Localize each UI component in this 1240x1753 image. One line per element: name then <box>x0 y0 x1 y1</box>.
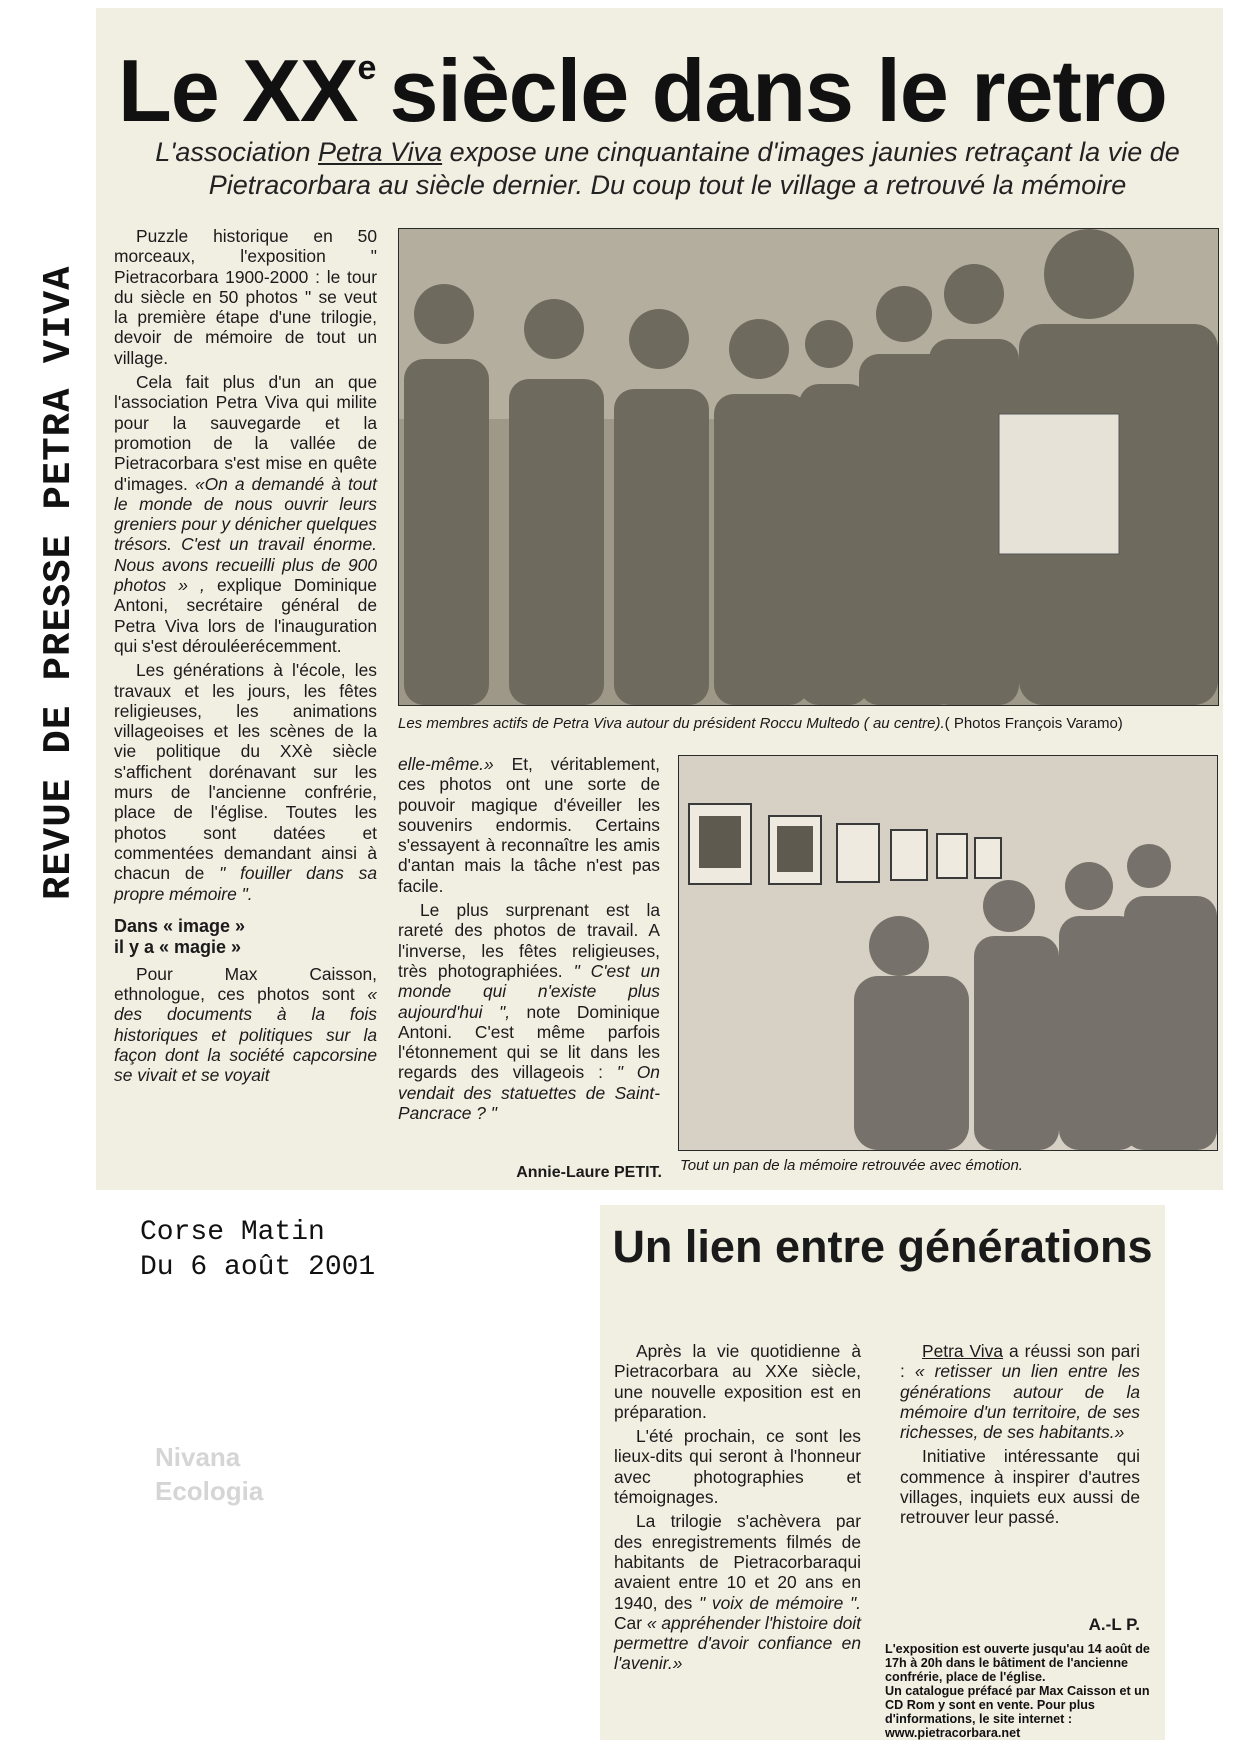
info-paragraph: Un catalogue préfacé par Max Caisson et un CD Rom y sont en vente. Pour plus d'informations, le site internet : www.pietracorbara.net <box>885 1684 1150 1740</box>
quote: " On vendait des statuettes de Saint-Pancrace ? " <box>398 1062 660 1124</box>
quote: elle-même.» <box>398 754 494 774</box>
quote: «On a demandé à tout le monde de nous ouvrir leurs greniers pour y dénicher quelques trésors. C'est un travail énorme. Nous avons recueilli plus de 900 photos » , <box>114 473 377 596</box>
quote: « retisser un lien entre les générations autour de la mémoire d'un territoire, de ses richesses, de ses habitants.» <box>900 1361 1140 1443</box>
paragraph <box>614 1511 861 1673</box>
subheading-line: il y a « magie » <box>114 936 242 957</box>
paragraph-text: a réussi son pari : <box>900 1341 1140 1382</box>
quote: « des documents à la fois historiques et politiques sur la façon dont la société capcorsine se vivait et se voyait <box>114 984 377 1086</box>
exhibition-photo-caption: Tout un pan de la mémoire retrouvée avec émotion. <box>680 1157 1023 1174</box>
article-standfirst <box>110 136 1225 202</box>
quote: " fouiller dans sa propre mémoire ". <box>114 863 377 904</box>
paragraph: Initiative intéressante qui commence à inspirer d'autres villages, inquiets eux aussi de retrouver leur passé. <box>900 1446 1140 1528</box>
publication-date: Du 6 août 2001 <box>140 1252 376 1283</box>
paragraph-text: note Dominique Antoni. C'est même parfois l'étonnement qui se lit dans les regards des villageois : <box>398 1001 660 1083</box>
paragraph-text: Et, véritablement, ces photos ont une sorte de pouvoir magique d'éveiller les souvenirs endormis. Certains s'essayent à reconnaître les amis d'antan mais la tâche n'est pas facile. <box>398 754 660 896</box>
article-byline: Annie-Laure PETIT. <box>516 1164 662 1181</box>
org-name: Petra Viva <box>922 1341 1004 1361</box>
paragraph <box>398 900 660 1123</box>
caption-text: Les membres actifs de Petra Viva autour du président Roccu Multedo ( au centre). <box>398 715 945 732</box>
paragraph <box>114 372 377 656</box>
paragraph <box>398 754 660 896</box>
exhibition-photo-illustration <box>679 756 1217 1150</box>
faint-stamp-text: Nivana Ecologia <box>155 1442 264 1506</box>
paragraph <box>114 964 377 1086</box>
paragraph <box>114 660 377 904</box>
standfirst-text: expose une cinquantaine d'images jaunies retraçant la vie de Pietracorbara au siècle dernier. Du coup tout le village a retrouvé la mémoire <box>208 137 1180 200</box>
sidebar-headline: Un lien entre générations <box>612 1221 1153 1272</box>
exhibition-info-box <box>885 1642 1155 1740</box>
quote: " C'est un monde qui n'existe plus aujourd'hui ", <box>398 960 660 1022</box>
paragraph <box>900 1341 1140 1442</box>
quote: « appréhender l'histoire doit permettre d'avoir confiance en l'avenir.» <box>614 1612 861 1674</box>
side-stamp-label: REVUE DE PRESSE PETRA VIVA <box>37 265 81 900</box>
subheading-line: Dans « image » <box>114 915 246 936</box>
sidebar-column-2 <box>900 1341 1140 1532</box>
paragraph: Puzzle historique en 50 morceaux, l'exposition " Pietracorbara 1900-2000 : le tour du siècle en 50 photos " se veut la première étape d'une trilogie, devoir de mémoire de tout un village. <box>114 226 377 368</box>
standfirst-org-name: Petra Viva <box>318 137 443 167</box>
photo-credit: ( Photos François Varamo) <box>944 715 1123 732</box>
paragraph-text: Le plus surprenant est la rareté des photos de travail. A l'inverse, les fêtes religieuses, très photographiées. <box>398 900 660 981</box>
paragraph-text: La trilogie s'achèvera par des enregistrements filmés de habitants de Pietracorbaraqui avaient entre 10 et 20 ans en 1940, des <box>614 1511 861 1613</box>
paragraph-text: Pour Max Caisson, ethnologue, ces photos sont <box>114 963 377 1005</box>
headline-superscript: e <box>357 49 376 87</box>
sidebar-column-1 <box>614 1341 861 1678</box>
article-column-1 <box>114 226 377 1090</box>
article-column-2 <box>398 754 660 1127</box>
sidebar-signoff: A.-L P. <box>1088 1615 1140 1634</box>
headline-end: siècle dans le retro <box>389 41 1167 140</box>
publication-source <box>140 1215 375 1285</box>
standfirst-text: L'association <box>155 137 311 167</box>
group-photo-illustration <box>399 229 1218 705</box>
headline-start: Le XX <box>118 41 358 140</box>
group-photo <box>398 228 1219 706</box>
paragraph-text: Cela fait plus d'un an que l'association Petra Viva qui milite pour la sauvegarde et la promotion de la vallée de Pietracorbara s'est mise en quête d'images. <box>114 372 377 494</box>
paragraph: Après la vie quotidienne à Pietracorbara au XXe siècle, une nouvelle exposition est en préparation. <box>614 1341 861 1422</box>
publication-name: Corse Matin <box>140 1217 325 1248</box>
group-photo-caption <box>398 715 1218 733</box>
quote: " voix de mémoire ". <box>699 1592 861 1613</box>
paragraph: L'été prochain, ce sont les lieux-dits qui seront à l'honneur avec photographies et témoignages. <box>614 1426 861 1508</box>
subheading <box>114 916 377 958</box>
exhibition-photo <box>678 755 1218 1151</box>
paragraph-text: Car <box>614 1612 643 1633</box>
info-paragraph: L'exposition est ouverte jusqu'au 14 août de 17h à 20h dans le bâtiment de l'ancienne confrérie, place de l'église. <box>885 1642 1150 1684</box>
paragraph-text: Les générations à l'école, les travaux et les jours, les fêtes religieuses, les animations villageoises et les scènes de la vie politique du XXè siècle s'affichent dorénavant sur les murs de l'ancienne confrérie, place de l'église. Toutes les photos sont datées et commentées demandant ainsi à chacun de <box>114 660 377 884</box>
article-headline <box>118 16 1218 140</box>
paragraph-text: explique Dominique Antoni, secrétaire général de Petra Viva lors de l'inauguration qui s'est dérouléerécemment. <box>114 575 377 656</box>
